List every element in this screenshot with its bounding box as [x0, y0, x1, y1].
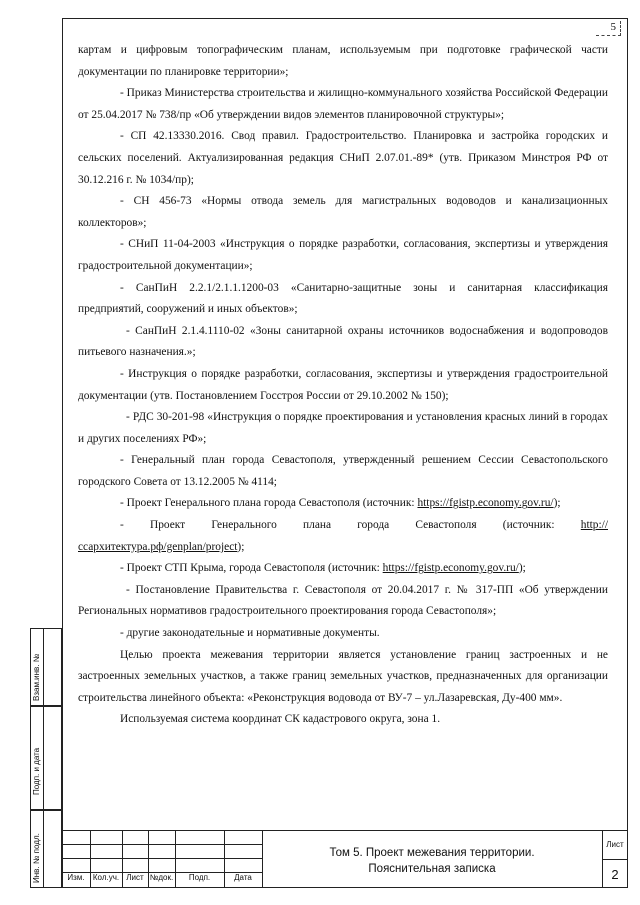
- paragraph-text: Целью проекта межевания территории является установление границ застроенных и не застроенных земельных участков, а также границ земельных участков, предназначенных для организации строительства линейного объекта: «Реконструкция водовода от ВУ-7 – ул.Лазаревская, Ду-400 мм».: [78, 648, 608, 704]
- paragraph-text: - СанПиН 2.1.4.1110-02 «Зоны санитарной охраны источников водоснабжения и водопроводов питьевого назначения.»;: [78, 324, 608, 359]
- side-stamp-vzam-inv: [30, 628, 62, 706]
- side-stamp-podp-data: [30, 706, 62, 810]
- document-title-line1: Том 5. Проект межевания территории.: [329, 847, 535, 859]
- paragraph-text: Используемая система координат СК кадастрового округа, зона 1.: [120, 713, 441, 726]
- paragraph: [78, 558, 608, 580]
- paragraph: [78, 191, 608, 234]
- tb-header-list: Лист: [126, 873, 144, 882]
- paragraph-text: картам и цифровым топографическим планам, используемым при подготовке графической части документации по планировке территории»;: [78, 44, 608, 78]
- paragraph-text: - другие законодательные и нормативные документы.: [120, 627, 380, 640]
- paragraph-text: - СанПиН 2.2.1/2.1.1.1200-03 «Санитарно-защитные зоны и санитарная классификация предприятий, сооружений и иных объектов»;: [78, 281, 608, 316]
- paragraph: [78, 407, 608, 450]
- paragraph: [78, 493, 608, 515]
- paragraph: [78, 278, 608, 321]
- document-title-line2: Пояснительная записка: [368, 863, 496, 875]
- side-label-inv-no-podl: Инв. № подл.: [32, 833, 41, 883]
- paragraph: [78, 364, 608, 407]
- sheet-label: Лист: [606, 840, 624, 849]
- tb-header-kol-uch: Кол.уч.: [92, 873, 120, 882]
- tb-header-izm: Изм.: [67, 873, 85, 882]
- paragraph-text: - Приказ Министерства строительства и жилищно-коммунального хозяйства Российской Федерации от 25.04.2017 № 738/пр «Об утверждении видов элементов планировочной структуры»;: [78, 87, 608, 121]
- body-text: [78, 40, 608, 731]
- paragraph-text: - Проект Генерального плана города Севастополя (источник:: [120, 519, 581, 532]
- paragraph: [78, 645, 608, 710]
- source-link[interactable]: http://ссархитектура.рф/genplan/project: [78, 519, 608, 553]
- sheet-number: 2: [611, 867, 619, 882]
- tb-header-podp: Подп.: [188, 873, 211, 882]
- paragraph: [78, 321, 608, 364]
- side-stamp-inv-no-podl: [30, 810, 62, 888]
- paragraph: [78, 623, 608, 645]
- paragraph-text: - Проект СТП Крыма, города Севастополя (источник:: [120, 562, 383, 575]
- paragraph: [78, 450, 608, 493]
- paragraph: [78, 580, 608, 623]
- source-link[interactable]: https://fgistp.economy.gov.ru/: [417, 497, 554, 510]
- side-label-podp-data: Подп. и дата: [32, 747, 41, 795]
- paragraph-text: - Инструкция о порядке разработки, согласования, экспертизы и утверждения градостроительной документации (утв. Постановлением Госстроя России от 29.10.2002 № 150);: [78, 367, 608, 402]
- tb-header-ndok: №док.: [149, 873, 174, 882]
- paragraph-text: - СНиП 11-04-2003 «Инструкция о порядке разработки, согласования, экспертизы и утверждения градостроительной документации»;: [78, 238, 608, 272]
- paragraph-text: - Постановление Правительства г. Севастополя от 20.04.2017 г. № 317-ПП «Об утверждении Региональных нормативов градостроительного проектирования города Севастополя»;: [78, 583, 608, 618]
- tb-header-data: Дата: [234, 873, 252, 882]
- paragraph-tail: );: [237, 540, 245, 553]
- paragraph-tail: );: [518, 562, 526, 575]
- paragraph-text: - Генеральный план города Севастополя, утвержденный решением Сессии Севастопольского городского Совета от 13.12.2005 № 4114;: [78, 454, 608, 488]
- paragraph-text: - СП 42.13330.2016. Свод правил. Градостроительство. Планировка и застройка городских и сельских поселений. Актуализированная редакция СНиП 2.07.01.-89* (утв. Приказом Минстроя РФ от 30.12.216 г. № 1034/пр);: [78, 130, 608, 186]
- paragraph: [78, 126, 608, 191]
- paragraph-tail: );: [553, 497, 561, 510]
- paragraph-text: - Проект Генерального плана города Севастополя (источник:: [120, 497, 418, 510]
- paragraph: [78, 709, 608, 731]
- paragraph-text: - СН 456-73 «Нормы отвода земель для магистральных водоводов и канализационных коллекторов»;: [78, 195, 608, 229]
- source-link[interactable]: https://fgistp.economy.gov.ru/: [382, 562, 519, 575]
- title-block: [62, 830, 628, 888]
- side-label-vzam-inv: Взам.инв. №: [32, 653, 41, 701]
- paragraph: [78, 515, 608, 558]
- page-number-mark: 5: [596, 21, 621, 36]
- paragraph: [78, 234, 608, 277]
- document-title: [262, 845, 602, 877]
- paragraph-text: - РДС 30-201-98 «Инструкция о порядке проектирования и установления красных линий в городах и других поселениях РФ»;: [78, 411, 608, 445]
- paragraph: [78, 40, 608, 83]
- paragraph: [78, 83, 608, 126]
